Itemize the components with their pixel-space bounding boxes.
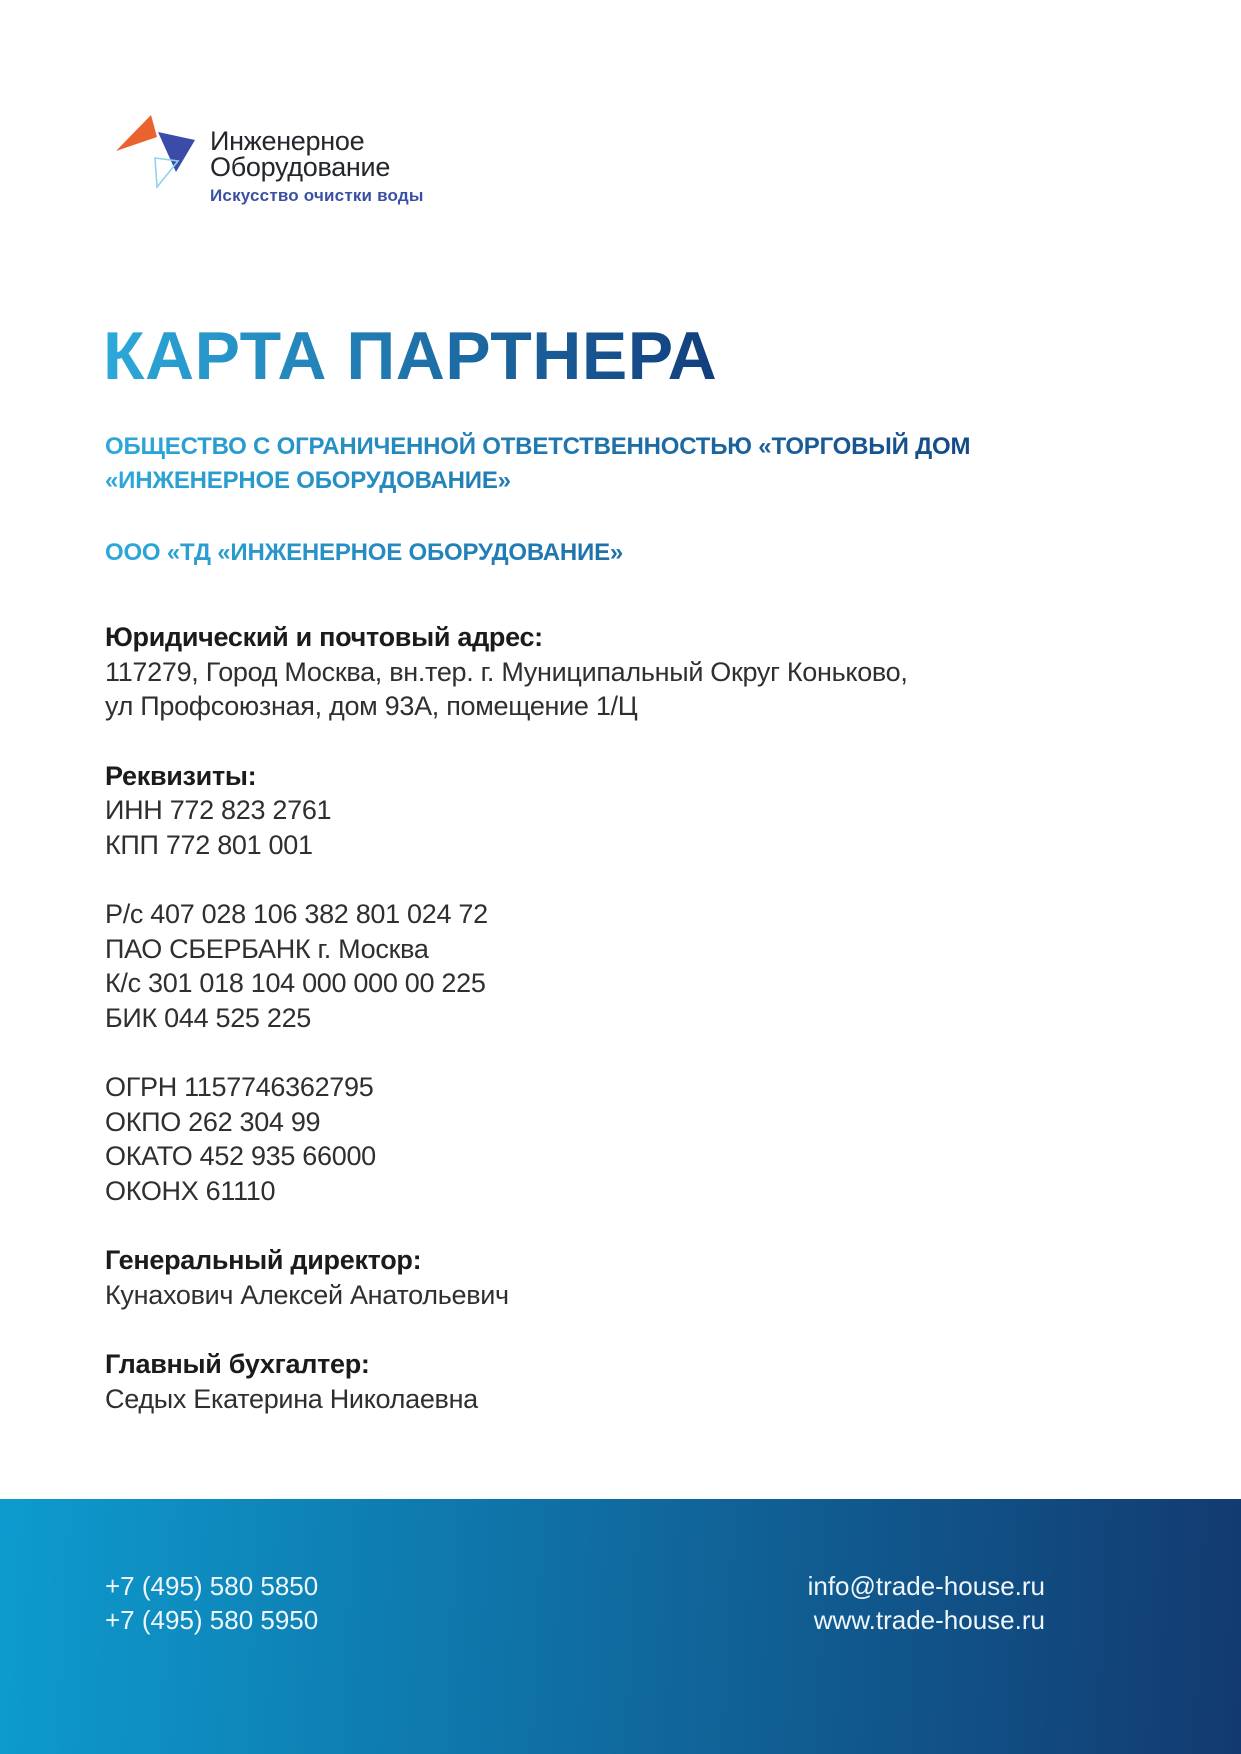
bank-name-line: ПАО СБЕРБАНК г. Москва	[105, 933, 429, 964]
requisites-heading: Реквизиты:	[105, 760, 257, 791]
company-details	[105, 620, 908, 1416]
accountant-section	[105, 1347, 908, 1416]
okato-line: ОКАТО 452 935 66000	[105, 1141, 376, 1171]
director-section	[105, 1243, 908, 1312]
bik-line: БИК 044 525 225	[105, 1002, 312, 1033]
accountant-heading: Главный бухгалтер:	[105, 1349, 370, 1379]
okonh-line: ОКОНХ 61110	[105, 1175, 276, 1206]
footer-contact-band	[0, 1499, 1241, 1754]
address-line-2: ул Профсоюзная, дом 93А, помещение 1/Ц	[105, 691, 638, 721]
logo-name-line2: Оборудование	[210, 152, 391, 182]
address-section	[105, 620, 908, 724]
logo-name-line1: Инженерное	[210, 126, 365, 156]
phone-number-2: +7 (495) 580 5950	[105, 1605, 319, 1635]
logo-text	[210, 112, 424, 206]
registry-section	[105, 1070, 908, 1208]
kpp-line: КПП 772 801 001	[105, 829, 313, 860]
company-full-name-line1: ОБЩЕСТВО С ОГРАНИЧЕННОЙ ОТВЕТСТВЕННОСТЬЮ «ТОРГОВЫЙ ДОМ	[105, 430, 970, 464]
logo-pinwheel-icon	[116, 112, 196, 190]
address-line-1: 117279, Город Москва, вн.тер. г. Муниципальный Округ Коньково,	[105, 656, 908, 687]
phone-number-1: +7 (495) 580 5850	[105, 1571, 319, 1601]
page-title: КАРТА ПАРТНЕРА	[103, 318, 718, 394]
address-heading: Юридический и почтовый адрес:	[105, 622, 543, 652]
logo-blue-triangle	[158, 132, 195, 172]
website-url: www.trade-house.ru	[813, 1605, 1045, 1635]
inn-line: ИНН 772 823 2761	[105, 795, 332, 825]
logo-tagline: Искусство очистки воды	[210, 186, 424, 205]
company-logo	[116, 112, 424, 206]
footer-web-contacts	[808, 1569, 1045, 1637]
accountant-name: Седых Екатерина Николаевна	[105, 1383, 478, 1414]
okpo-line: ОКПО 262 304 99	[105, 1106, 321, 1137]
requisites-section	[105, 759, 908, 863]
director-name: Кунахович Алексей Анатольевич	[105, 1279, 509, 1310]
ogrn-line: ОГРН 1157746362795	[105, 1072, 374, 1102]
correspondent-account-line: К/с 301 018 104 000 000 00 225	[105, 968, 486, 998]
company-short-name-text: ООО «ТД «ИНЖЕНЕРНОЕ ОБОРУДОВАНИЕ»	[105, 536, 623, 570]
logo-orange-triangle	[116, 115, 157, 151]
company-short-name	[105, 536, 623, 570]
settlement-account-line: Р/с 407 028 106 382 801 024 72	[105, 899, 488, 929]
email-address: info@trade-house.ru	[807, 1571, 1045, 1601]
company-full-name	[105, 430, 970, 498]
company-full-name-line2: «ИНЖЕНЕРНОЕ ОБОРУДОВАНИЕ»	[105, 464, 511, 498]
bank-section	[105, 897, 908, 1035]
director-heading: Генеральный директор:	[105, 1245, 422, 1275]
footer-phones	[105, 1569, 318, 1637]
